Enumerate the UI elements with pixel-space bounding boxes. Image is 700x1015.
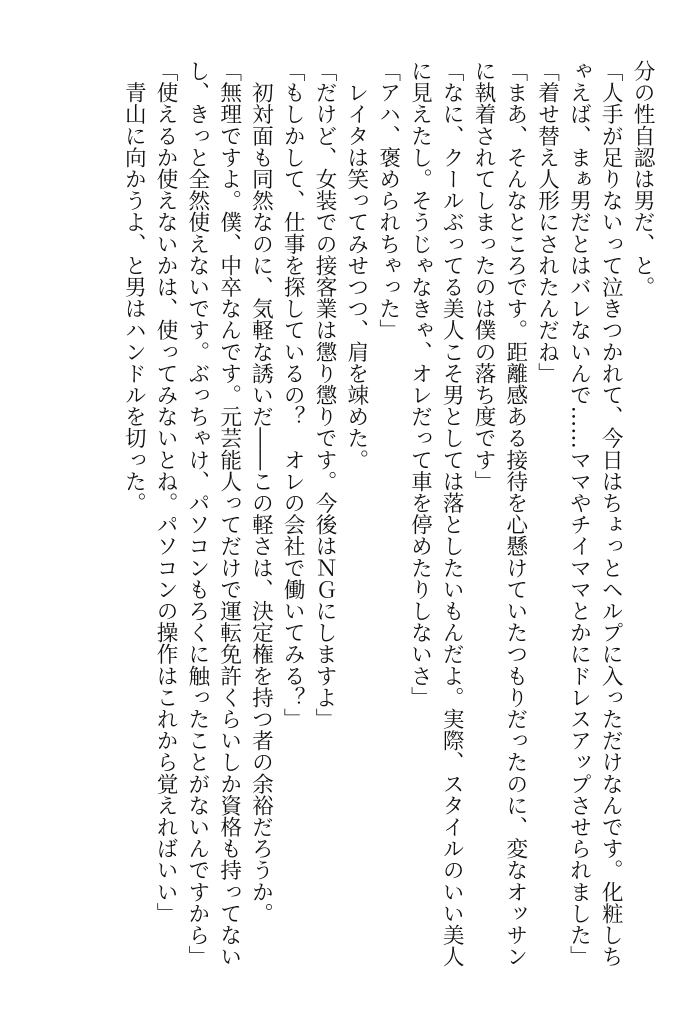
vertical-text-body <box>117 60 658 975</box>
text-line: ゃえば、まぁ男だとはバレないんで……ママやチイママとかにドレスアップさせられました」 <box>566 60 592 968</box>
text-line: 分の性自認は男だ、と。 <box>630 60 655 298</box>
text-line: 「アハ、褒められちゃった」 <box>375 60 401 341</box>
text-line: 初対面も同然なのに、気軽な誘いだ――この軽さは、決定権を持つ者の余裕だろうか。 <box>248 60 274 924</box>
text-line: 「人手が足りないって泣きつかれて、今日はちょっとヘルプに入っただけなんです。化粧しち <box>598 60 624 968</box>
text-line: 「まあ、そんなところです。距離感ある接待を心懸けていたつもりだったのに、変なオッサン <box>502 60 528 968</box>
text-line: 「使えるか使えないかは、使ってみないとね。パソコンの操作はこれから覚えればいい」 <box>153 60 179 924</box>
text-line: 「着せ替え人形にされたんだね」 <box>534 60 560 384</box>
text-line: 「なに、クールぶってる美人こそ男としては落としたいもんだよ。実際、スタイルのいい美人 <box>439 60 465 968</box>
text-line: 「もしかして、仕事を探しているの？ オレの会社で働いてみる？」 <box>280 60 306 730</box>
text-line: 「無理ですよ。僕、中卒なんです。元芸能人ってだけで運転免許くらいしか資格も持ってない <box>216 60 242 968</box>
text-line: 「だけど、女装での接客業は懲り懲りです。今後はＮＧにしますよ」 <box>312 60 338 730</box>
text-line: し、きっと全然使えないです。ぶっちゃけ、パソコンもろくに触ったことがないんですから」 <box>184 60 210 968</box>
text-line: に見えたし。そうじゃなきゃ、オレだって車を停めたりしないさ」 <box>407 60 433 708</box>
text-line: に執着されてしまったのは僕の落ち度です」 <box>471 60 497 492</box>
text-line: 青山に向かうよ、と男はハンドルを切った。 <box>121 60 147 514</box>
text-line: レイタは笑ってみせつつ、肩を竦めた。 <box>343 60 369 471</box>
